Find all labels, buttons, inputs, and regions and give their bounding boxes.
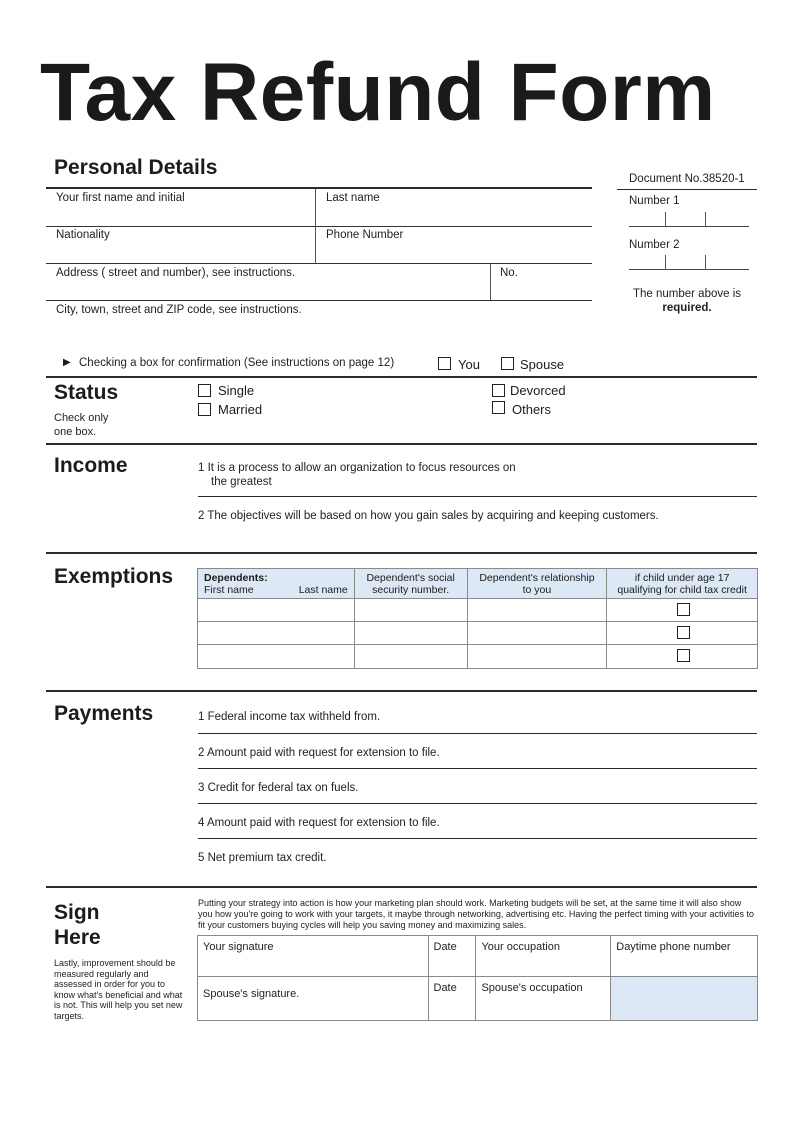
divider [617,189,757,190]
dependents-header [198,569,355,599]
city-zip-field[interactable]: City, town, street and ZIP code, see instructions. [56,304,302,316]
spouse-label: Spouse [520,357,565,372]
single-checkbox[interactable] [198,384,211,397]
table-row [198,622,758,645]
payment-item-5: 5 Net premium tax credit. [198,852,327,864]
section-rule [46,376,757,378]
number-required-note: The number above is [632,288,742,300]
child-credit-header [607,569,758,599]
divider [46,226,592,227]
table-row [198,645,758,669]
last-name-header: Last name [298,583,348,596]
spouse-signature-cell[interactable] [198,977,429,1021]
child-credit-header-line: qualifying for child tax credit [617,583,747,596]
payment-item-1: 1 Federal income tax withheld from. [198,711,381,723]
required-label: required. [662,302,712,314]
payment-line[interactable] [198,803,757,804]
others-checkbox[interactable] [492,401,505,414]
last-name-field[interactable]: Last name [326,192,380,204]
divider [315,227,316,264]
payment-line[interactable] [198,733,757,734]
payment-item-3: 3 Credit for federal tax on fuels. [198,782,359,794]
dependent-name-cell[interactable] [198,645,355,669]
triangle-arrow-icon: ▶ [63,357,71,368]
divorced-checkbox[interactable] [492,384,505,397]
exemptions-heading: Exemptions [54,565,174,588]
you-label: You [458,357,480,372]
date-cell[interactable] [428,977,476,1021]
number1-label: Number 1 [629,195,680,207]
personal-top-rule [46,187,592,189]
table-row [198,599,758,622]
table-row [198,936,758,977]
child-credit-checkbox[interactable] [677,626,690,639]
daytime-phone-label: Daytime phone number [616,941,731,953]
dependent-name-cell[interactable] [198,599,355,622]
your-signature-label: Your signature [203,941,274,953]
sign-heading: Sign [54,901,100,924]
form-title: Tax Refund Form [40,47,716,138]
income-item-1: 1 It is a process to allow an organization to focus resources on [198,462,516,474]
income-item-1: the greatest [211,476,272,488]
sign-note: Lastly, improvement should be measured regularly and assessed in order for you to know what's beneficial and what is not. This will help you set new targets. [54,958,183,1021]
first-name-field[interactable]: Your first name and initial [56,192,185,204]
number2-label: Number 2 [629,239,680,251]
date-label: Date [433,982,457,994]
relationship-header-line: Dependent's relationship [479,571,595,584]
confirmation-text: Checking a box for confirmation (See instructions on page 12) [79,357,395,369]
ssn-header-line: security number. [372,583,450,596]
payment-line[interactable] [198,838,757,839]
ssn-header-line: Dependent's social [366,571,455,584]
spouse-occupation-cell[interactable] [476,977,611,1021]
spouse-occupation-label: Spouse's occupation [481,982,583,994]
dependent-ssn-cell[interactable] [354,599,467,622]
relationship-header [467,569,607,599]
child-credit-cell [607,599,758,622]
spouse-signature-label: Spouse's signature. [203,988,300,1000]
dependents-title: Dependents: [204,571,268,584]
divider [490,264,491,301]
your-occupation-label: Your occupation [481,941,560,953]
status-note: Check only [54,412,109,424]
your-signature-cell[interactable] [198,936,429,977]
address-field[interactable]: Address ( street and number), see instructions. [56,267,296,279]
spouse-checkbox[interactable] [501,357,514,370]
daytime-phone-cell[interactable] [611,936,758,977]
dependent-relationship-cell[interactable] [467,622,607,645]
phone-number-field[interactable]: Phone Number [326,229,404,241]
divider [665,255,666,270]
document-number: Document No.38520-1 [629,173,745,185]
first-name-header: First name [204,583,254,596]
divider [665,212,666,227]
section-rule [46,690,757,692]
you-checkbox[interactable] [438,357,451,370]
child-credit-checkbox[interactable] [677,603,690,616]
dependent-ssn-cell[interactable] [354,622,467,645]
dependent-name-cell[interactable] [198,622,355,645]
section-rule [46,886,757,888]
divider [705,212,706,227]
married-checkbox[interactable] [198,403,211,416]
number2-input[interactable] [629,255,749,270]
section-rule [46,552,757,554]
child-credit-checkbox[interactable] [677,649,690,662]
divorced-label: Devorced [510,383,566,398]
single-label: Single [218,383,255,398]
child-credit-header-line: if child under age 17 [634,571,730,584]
income-heading: Income [54,454,128,477]
date-cell[interactable] [428,936,476,977]
relationship-header-line: to you [522,583,552,596]
divider [315,189,316,226]
married-label: Married [218,402,263,417]
child-credit-cell [607,645,758,669]
number1-input[interactable] [629,212,749,227]
divider [46,300,592,301]
section-rule [46,443,757,445]
shaded-cell [611,977,758,1021]
divider [46,263,592,264]
status-heading: Status [54,381,119,404]
status-note: one box. [54,426,97,438]
sign-heading: Here [54,926,101,949]
sign-intro: Putting your strategy into action is how your marketing plan should work. Marketing budgets will be set, at the same time it will also show you how you're going to work with your targets, it maybe through networking, advertising etc. Having the perfect timing with your activities to fit your customers buying cycles will help you saving money and maximizing sales. [198,898,754,930]
your-occupation-cell[interactable] [476,936,611,977]
divider [705,255,706,270]
dependent-relationship-cell[interactable] [467,599,607,622]
date-label: Date [433,941,457,953]
payment-line[interactable] [198,768,757,769]
ssn-header [354,569,467,599]
child-credit-cell [607,622,758,645]
signature-table [197,935,758,1021]
nationality-field[interactable]: Nationality [56,229,110,241]
personal-details-heading: Personal Details [54,156,218,179]
payment-item-4: 4 Amount paid with request for extension to file. [198,817,440,829]
dependents-table [197,568,758,669]
dependent-ssn-cell[interactable] [354,645,467,669]
payments-heading: Payments [54,702,154,725]
income-line[interactable] [198,496,757,497]
income-item-2: 2 The objectives will be based on how you gain sales by acquiring and keeping customers. [198,510,659,522]
dependent-relationship-cell[interactable] [467,645,607,669]
others-label: Others [512,402,552,417]
table-row [198,977,758,1021]
payment-item-2: 2 Amount paid with request for extension to file. [198,747,440,759]
address-number-field[interactable]: No. [500,267,518,279]
